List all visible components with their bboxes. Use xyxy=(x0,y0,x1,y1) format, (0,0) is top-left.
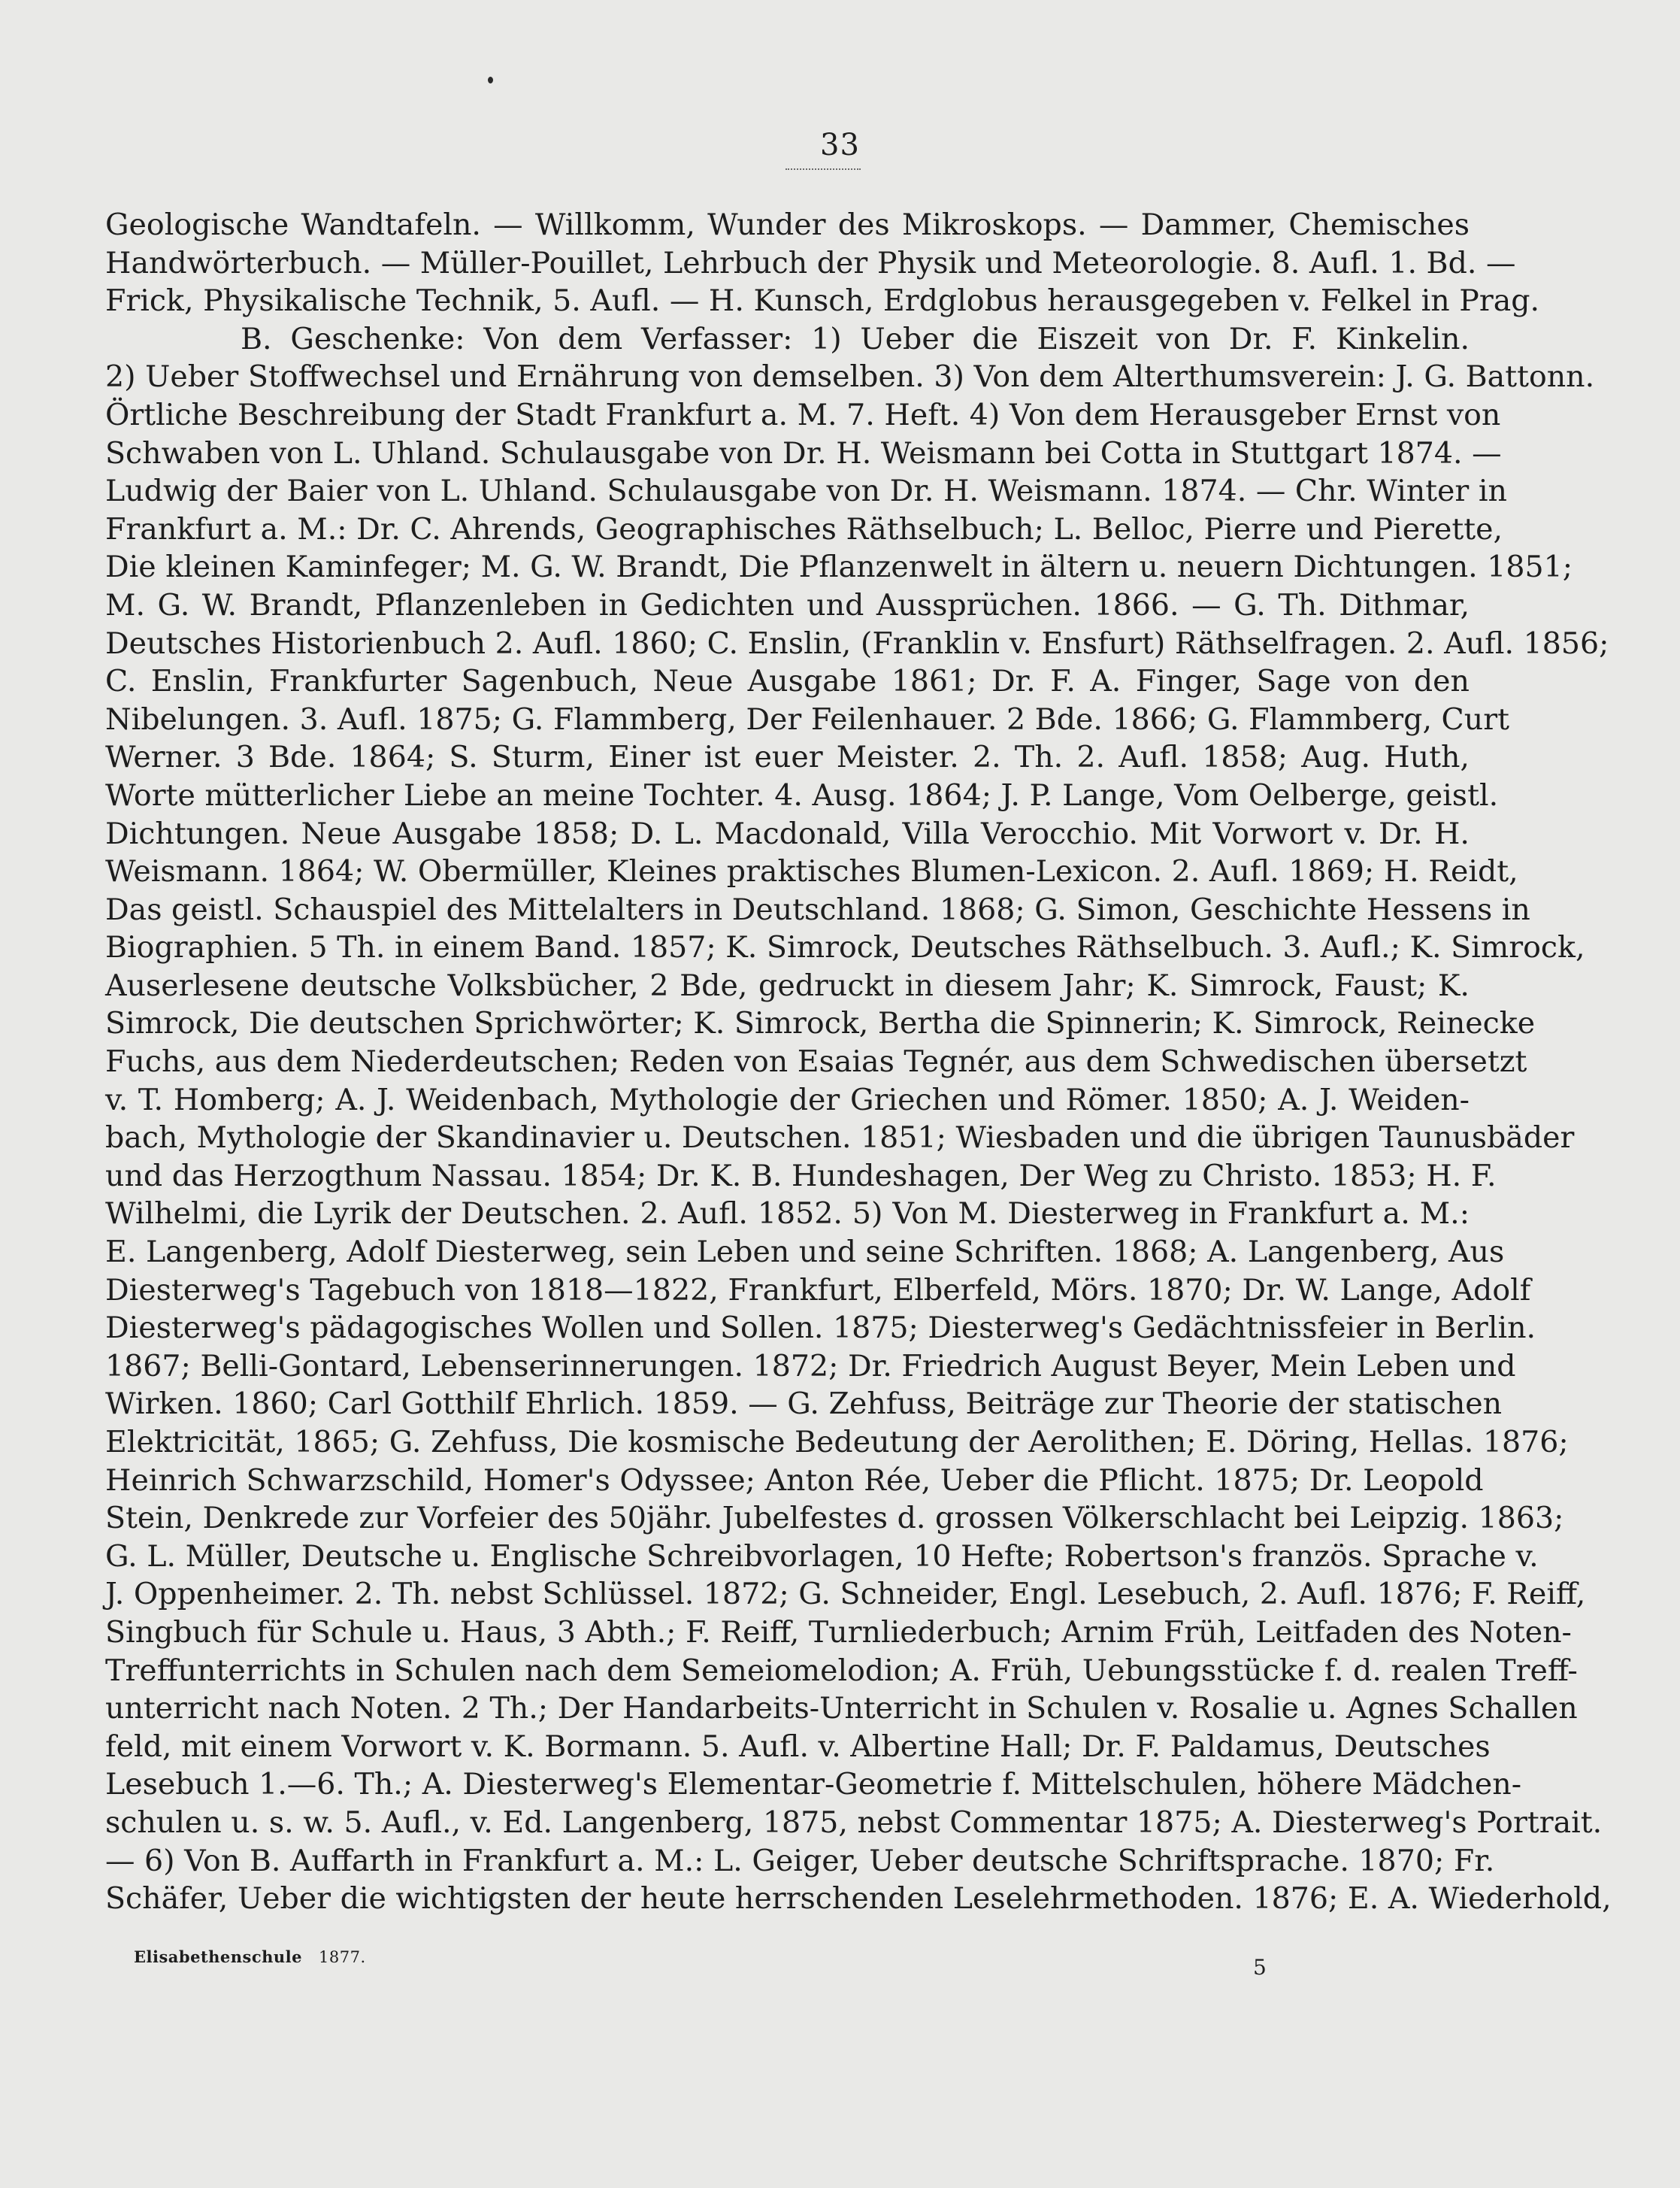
text-line: Handwörterbuch. — Müller-Pouillet, Lehrbuch der Physik und Meteorologie. 8. Aufl. 1. Bd. — xyxy=(105,245,1516,280)
page-number-ornament xyxy=(786,168,861,170)
text-line: Diesterweg's Tagebuch von 1818—1822, Frankfurt, Elberfeld, Mörs. 1870; Dr. W. Lange, Adolf xyxy=(105,1272,1531,1308)
text-line: Singbuch für Schule u. Haus, 3 Abth.; F. Reiff, Turnliederbuch; Arnim Früh, Leitfaden des Noten- xyxy=(105,1614,1572,1650)
text-line: Weismann. 1864; W. Obermüller, Kleines praktisches Blumen-Lexicon. 2. Aufl. 1869; H. Reidt, xyxy=(105,854,1518,889)
text-line: Schäfer, Ueber die wichtigsten der heute herrschenden Leselehrmethoden. 1876; E. A. Wiederhold, xyxy=(105,1881,1612,1917)
text-line: M. G. W. Brandt, Pflanzenleben in Gedichten und Aussprüchen. 1866. — G. Th. Dithmar, xyxy=(105,587,1470,623)
footer-year: 1877. xyxy=(319,1948,366,1966)
text-line: Deutsches Historienbuch 2. Aufl. 1860; C. Enslin, (Franklin v. Ensfurt) Räthselfragen. 2. Aufl. 1856; xyxy=(105,626,1609,661)
text-line: Elektricität, 1865; G. Zehfuss, Die kosmische Bedeutung der Aerolithen; E. Döring, Hellas. 1876; xyxy=(105,1425,1569,1459)
footer-imprint xyxy=(134,1947,366,1966)
text-line: Diesterweg's pädagogisches Wollen und Sollen. 1875; Diesterweg's Gedächtnissfeier in Berlin. xyxy=(105,1311,1536,1346)
text-line: E. Langenberg, Adolf Diesterweg, sein Leben und seine Schriften. 1868; A. Langenberg, Aus xyxy=(105,1235,1505,1270)
text-line: Fuchs, aus dem Niederdeutschen; Reden von Esaias Tegnér, aus dem Schwedischen übersetzt xyxy=(105,1044,1527,1080)
text-line: Biographien. 5 Th. in einem Band. 1857; K. Simrock, Deutsches Räthselbuch. 3. Aufl.; K. Simrock, xyxy=(105,930,1585,965)
text-line: Schwaben von L. Uhland. Schulausgabe von Dr. H. Weismann bei Cotta in Stuttgart 1874. — xyxy=(105,435,1502,471)
text-line: Treffunterrichts in Schulen nach dem Semeiomelodion; A. Früh, Uebungsstücke f. d. realen Treff- xyxy=(105,1653,1578,1688)
text-line: J. Oppenheimer. 2. Th. nebst Schlüssel. 1872; G. Schneider, Engl. Lesebuch, 2. Aufl. 1876; F. Reiff, xyxy=(105,1577,1586,1612)
signature-mark: 5 xyxy=(1253,1955,1267,1980)
text-line: Ludwig der Baier von L. Uhland. Schulausgabe von Dr. H. Weismann. 1874. — Chr. Winter in xyxy=(105,474,1507,509)
text-line: G. L. Müller, Deutsche u. Englische Schreibvorlagen, 10 Hefte; Robertson's französ. Sprache v. xyxy=(105,1538,1539,1574)
text-line: Das geistl. Schauspiel des Mittelalters in Deutschland. 1868; G. Simon, Geschichte Hessens in xyxy=(105,892,1530,927)
text-line: 2) Ueber Stoffwechsel und Ernährung von demselben. 3) Von dem Alterthumsverein: J. G. Battonn. xyxy=(105,359,1595,395)
text-line: Dichtungen. Neue Ausgabe 1858; D. L. Macdonald, Villa Verocchio. Mit Vorwort v. Dr. H. xyxy=(105,816,1470,851)
text-line: Wirken. 1860; Carl Gotthilf Ehrlich. 1859. — G. Zehfuss, Beiträge zur Theorie der statischen xyxy=(105,1386,1503,1422)
text-line: 1867; Belli-Gontard, Lebenserinnerungen. 1872; Dr. Friedrich August Beyer, Mein Leben und xyxy=(105,1348,1516,1383)
text-line: Die kleinen Kaminfeger; M. G. W. Brandt, Die Pflanzenwelt in ältern u. neuern Dichtungen. 1851; xyxy=(105,550,1573,585)
text-line: Lesebuch 1.—6. Th.; A. Diesterweg's Elementar-Geometrie f. Mittelschulen, höhere Mädchen- xyxy=(105,1767,1522,1802)
text-line: unterricht nach Noten. 2 Th.; Der Handarbeits-Unterricht in Schulen v. Rosalie u. Agnes Schallen xyxy=(105,1691,1578,1726)
text-line: Wilhelmi, die Lyrik der Deutschen. 2. Aufl. 1852. 5) Von M. Diesterweg in Frankfurt a. M.: xyxy=(105,1196,1470,1232)
text-line: Simrock, Die deutschen Sprichwörter; K. Simrock, Bertha die Spinnerin; K. Simrock, Reinecke xyxy=(105,1006,1536,1041)
ink-speck xyxy=(488,77,493,83)
text-line: Frick, Physikalische Technik, 5. Aufl. — H. Kunsch, Erdglobus herausgegeben v. Felkel in Prag. xyxy=(105,283,1540,319)
text-line: Frankfurt a. M.: Dr. C. Ahrends, Geographisches Räthselbuch; L. Belloc, Pierre und Pierette, xyxy=(105,511,1503,547)
text-line: Örtliche Beschreibung der Stadt Frankfurt a. M. 7. Heft. 4) Von dem Herausgeber Ernst von xyxy=(105,397,1501,432)
page-number: 33 xyxy=(820,128,860,162)
text-line: und das Herzogthum Nassau. 1854; Dr. K. B. Hundeshagen, Der Weg zu Christo. 1853; H. F. xyxy=(105,1158,1497,1193)
text-line: Werner. 3 Bde. 1864; S. Sturm, Einer ist euer Meister. 2. Th. 2. Aufl. 1858; Aug. Huth, xyxy=(105,740,1470,775)
text-line: B. Geschenke: Von dem Verfasser: 1) Ueber die Eiszeit von Dr. F. Kinkelin. xyxy=(241,321,1470,356)
text-line: schulen u. s. w. 5. Aufl., v. Ed. Langenberg, 1875, nebst Commentar 1875; A. Diesterweg's Portrait. xyxy=(105,1805,1603,1840)
footer-school: Elisabethenschule xyxy=(134,1947,303,1966)
text-line: Stein, Denkrede zur Vorfeier des 50jähr. Jubelfestes d. grossen Völkerschlacht bei Leipzig. 1863; xyxy=(105,1501,1564,1536)
text-line: feld, mit einem Vorwort v. K. Bormann. 5. Aufl. v. Albertine Hall; Dr. F. Paldamus, Deutsches xyxy=(105,1729,1491,1764)
text-line: Geologische Wandtafeln. — Willkomm, Wunder des Mikroskops. — Dammer, Chemisches xyxy=(105,208,1470,242)
text-line: Heinrich Schwarzschild, Homer's Odyssee; Anton Rée, Ueber die Pflicht. 1875; Dr. Leopold xyxy=(105,1462,1484,1498)
text-line: Nibelungen. 3. Aufl. 1875; G. Flammberg, Der Feilenhauer. 2 Bde. 1866; G. Flammberg, Curt xyxy=(105,702,1509,737)
text-line: C. Enslin, Frankfurter Sagenbuch, Neue Ausgabe 1861; Dr. F. A. Finger, Sage von den xyxy=(105,664,1470,699)
text-line: Worte mütterlicher Liebe an meine Tochter. 4. Ausg. 1864; J. P. Lange, Vom Oelberge, geistl. xyxy=(105,777,1499,813)
body-text xyxy=(105,206,1612,1918)
text-line: bach, Mythologie der Skandinavier u. Deutschen. 1851; Wiesbaden und die übrigen Taunusbäder xyxy=(105,1120,1575,1156)
text-line: v. T. Homberg; A. J. Weidenbach, Mythologie der Griechen und Römer. 1850; A. J. Weiden- xyxy=(105,1082,1470,1117)
text-line: Auserlesene deutsche Volksbücher, 2 Bde, gedruckt in diesem Jahr; K. Simrock, Faust; K. xyxy=(105,968,1470,1003)
text-line: — 6) Von B. Auffarth in Frankfurt a. M.: L. Geiger, Ueber deutsche Schriftsprache. 1870; Fr. xyxy=(105,1843,1495,1878)
